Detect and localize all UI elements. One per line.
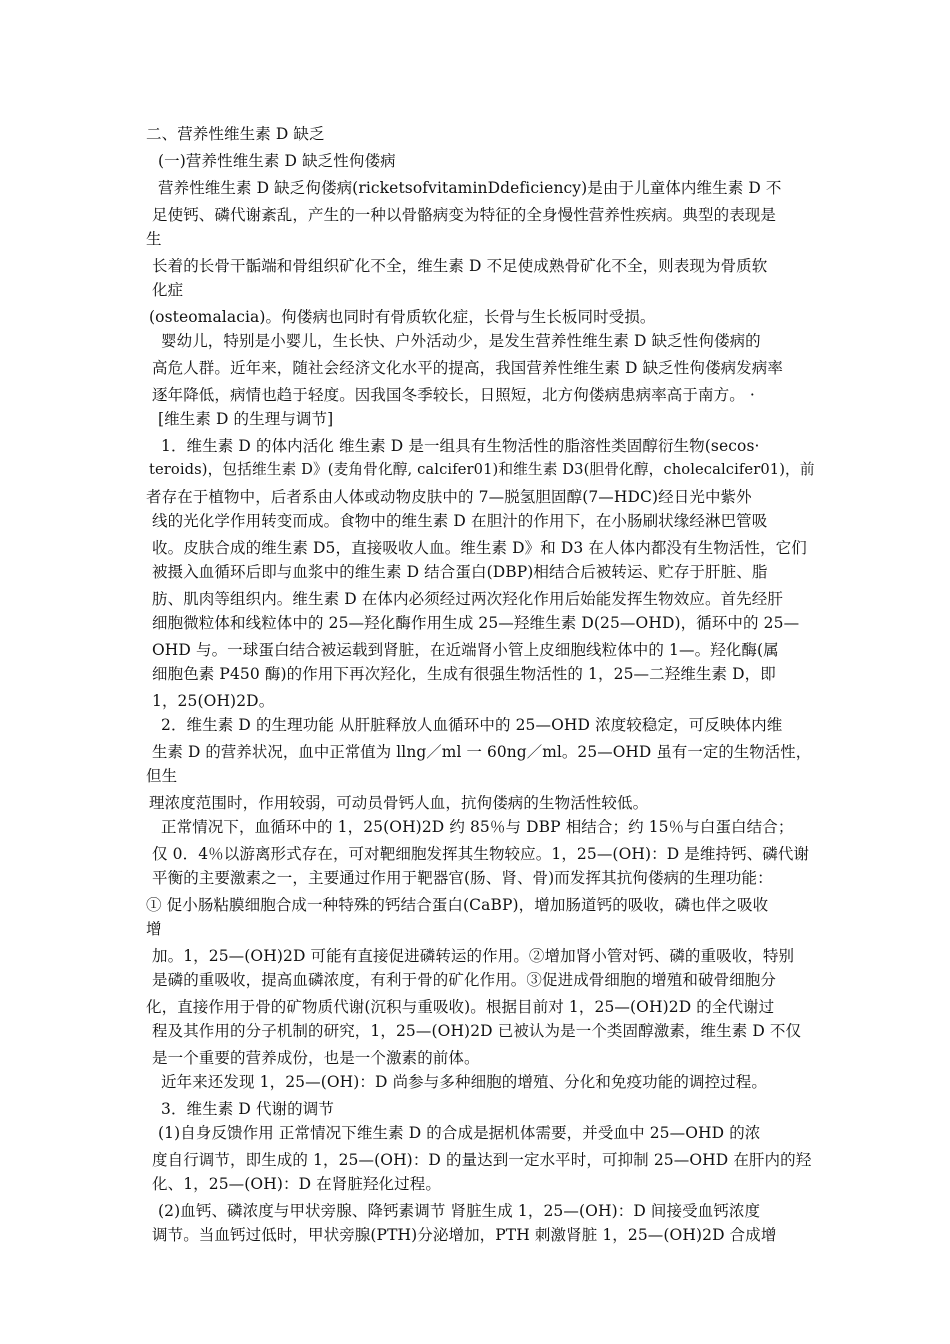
text-line: teroids)，包括维生素 D》(麦角骨化醇, calcifer01)和维生素 D3(胆骨化醇，cholecalcifer01)，前 <box>149 461 815 478</box>
text-line: 是磷的重吸收，提高血磷浓度，有利于骨的矿化作用。③促进成骨细胞的增殖和破骨细胞分 <box>152 971 777 989</box>
text-line: 细胞微粒体和线粒体中的 25—羟化酶作用生成 25—羟维生素 D(25—OHD)，循环中的 25— <box>152 614 800 632</box>
text-line: 是一个重要的营养成份，也是一个激素的前体。 <box>152 1049 480 1067</box>
section-heading: 二、营养性维生素 D 缺乏 <box>146 125 325 143</box>
text-line: [维生素 D 的生理与调节] <box>158 410 334 428</box>
text-line: 近年来还发现 1，25—(OH)：D 尚参与多种细胞的增殖、分化和免疫功能的调控过程。 <box>161 1073 767 1091</box>
text-line: 被摄入血循环后即与血浆中的维生素 D 结合蛋白(DBP)相结合后被转运、贮存于肝脏、脂 <box>152 563 768 581</box>
text-line: 度自行调节，即生成的 1，25—(OH)：D 的量达到一定水平时，可抑制 25—OHD 在肝内的羟 <box>152 1151 812 1169</box>
text-line: 收。皮肤合成的维生素 D5，直接吸收人血。维生素 D》和 D3 在人体内都没有生物活性，它们 <box>152 539 807 557</box>
text-line: 1，25(OH)2D。 <box>152 692 275 710</box>
text-line: 逐年降低，病情也趋于轻度。因我国冬季较长，日照短，北方佝偻病患病率高于南方。 · <box>152 386 755 404</box>
text-line: 化、1，25—(OH)：D 在肾脏羟化过程。 <box>152 1175 441 1193</box>
text-line: 生 <box>146 230 162 248</box>
text-line: 者存在于植物中，后者系由人体或动物皮肤中的 7—脱氢胆固醇(7—HDC)经日光中紫外 <box>146 488 752 506</box>
text-line: 但生 <box>146 767 178 785</box>
text-line: 长着的长骨干骺端和骨组织矿化不全，维生素 D 不足使成熟骨矿化不全，则表现为骨质软 <box>152 257 768 275</box>
text-line: 婴幼儿，特别是小婴儿，生长快、户外活动少，是发生营养性维生素 D 缺乏性佝偻病的 <box>161 332 761 350</box>
text-line: 高危人群。近年来，随社会经济文化水平的提高，我国营养性维生素 D 缺乏性佝偻病发病率 <box>152 359 783 377</box>
text-line: 理浓度范围时，作用较弱，可动员骨钙人血，抗佝偻病的生物活性较低。 <box>149 794 649 812</box>
text-line: 3．维生素 D 代谢的调节 <box>161 1100 334 1118</box>
subsection-heading: (一)营养性维生素 D 缺乏性佝偻病 <box>158 152 396 170</box>
text-line: (1)自身反馈作用 正常情况下维生素 D 的合成是据机体需要，并受血中 25—OHD 的浓 <box>158 1124 761 1142</box>
text-line: 平衡的主要激素之一，主要通过作用于靶器官(肠、肾、骨)而发挥其抗佝偻病的生理功能： <box>152 869 773 887</box>
text-line: ① 促小肠粘膜细胞合成一种特殊的钙结合蛋白(CaBP)，增加肠道钙的吸收，磷也伴之吸收 <box>146 896 769 914</box>
text-line: 生素 D 的营养状况，血中正常值为 llng／ml 一 60ng／ml。25—OHD 虽有一定的生物活性， <box>152 743 812 761</box>
text-line: 肪、肌肉等组织内。维生素 D 在体内必须经过两次羟化作用后始能发挥生物效应。首先经肝 <box>152 590 783 608</box>
text-line: 增 <box>146 920 162 938</box>
text-line: 程及其作用的分子机制的研究，1，25—(OH)2D 已被认为是一个类固醇激素，维生素 D 不仅 <box>152 1022 802 1040</box>
text-line: (2)血钙、磷浓度与甲状旁腺、降钙素调节 肾脏生成 1，25—(OH)：D 间接受血钙浓度 <box>158 1202 761 1220</box>
text-line: (osteomalacia)。佝偻病也同时有骨质软化症，长骨与生长板同时受损。 <box>149 308 656 326</box>
text-line: 正常情况下，血循环中的 1，25(OH)2D 约 85％与 DBP 相结合；约 15％与白蛋白结合； <box>161 818 794 836</box>
text-line: 细胞色素 P450 酶)的作用下再次羟化，生成有很强生物活性的 1，25—二羟维生素 D，即 <box>152 665 776 683</box>
text-line: 仅 0．4％以游离形式存在，可对靶细胞发挥其生物较应。1，25—(OH)：D 是维持钙、磷代谢 <box>152 845 810 863</box>
text-line: 调节。当血钙过低时，甲状旁腺(PTH)分泌增加，PTH 刺激肾脏 1，25—(OH)2D 合成增 <box>152 1226 777 1244</box>
text-line: 1．维生素 D 的体内活化 维生素 D 是一组具有生物活性的脂溶性类固醇衍生物(secos· <box>161 437 760 455</box>
text-line: 加。1，25—(OH)2D 可能有直接促进磷转运的作用。②增加肾小管对钙、磷的重吸收，特别 <box>152 947 795 965</box>
text-line: 化，直接作用于骨的矿物质代谢(沉积与重吸收)。根据目前对 1，25—(OH)2D 的全代谢过 <box>146 998 775 1016</box>
text-line: 化症 <box>152 281 184 299</box>
text-line: 营养性维生素 D 缺乏佝偻病(ricketsofvitaminDdeficiency)是由于儿童体内维生素 D 不 <box>158 179 782 197</box>
text-line: 足使钙、磷代谢紊乱，产生的一种以骨骼病变为特征的全身慢性营养性疾病。典型的表现是 <box>152 206 777 224</box>
text-line: 线的光化学作用转变而成。食物中的维生素 D 在胆汁的作用下，在小肠刷状缘经淋巴管吸 <box>152 512 768 530</box>
text-line: OHD 与。一球蛋白结合被运载到肾脏，在近端肾小管上皮细胞线粒体中的 1—。羟化酶(属 <box>152 641 779 659</box>
text-line: 2．维生素 D 的生理功能 从肝脏释放人血循环中的 25—OHD 浓度较稳定，可反映体内维 <box>161 716 783 734</box>
